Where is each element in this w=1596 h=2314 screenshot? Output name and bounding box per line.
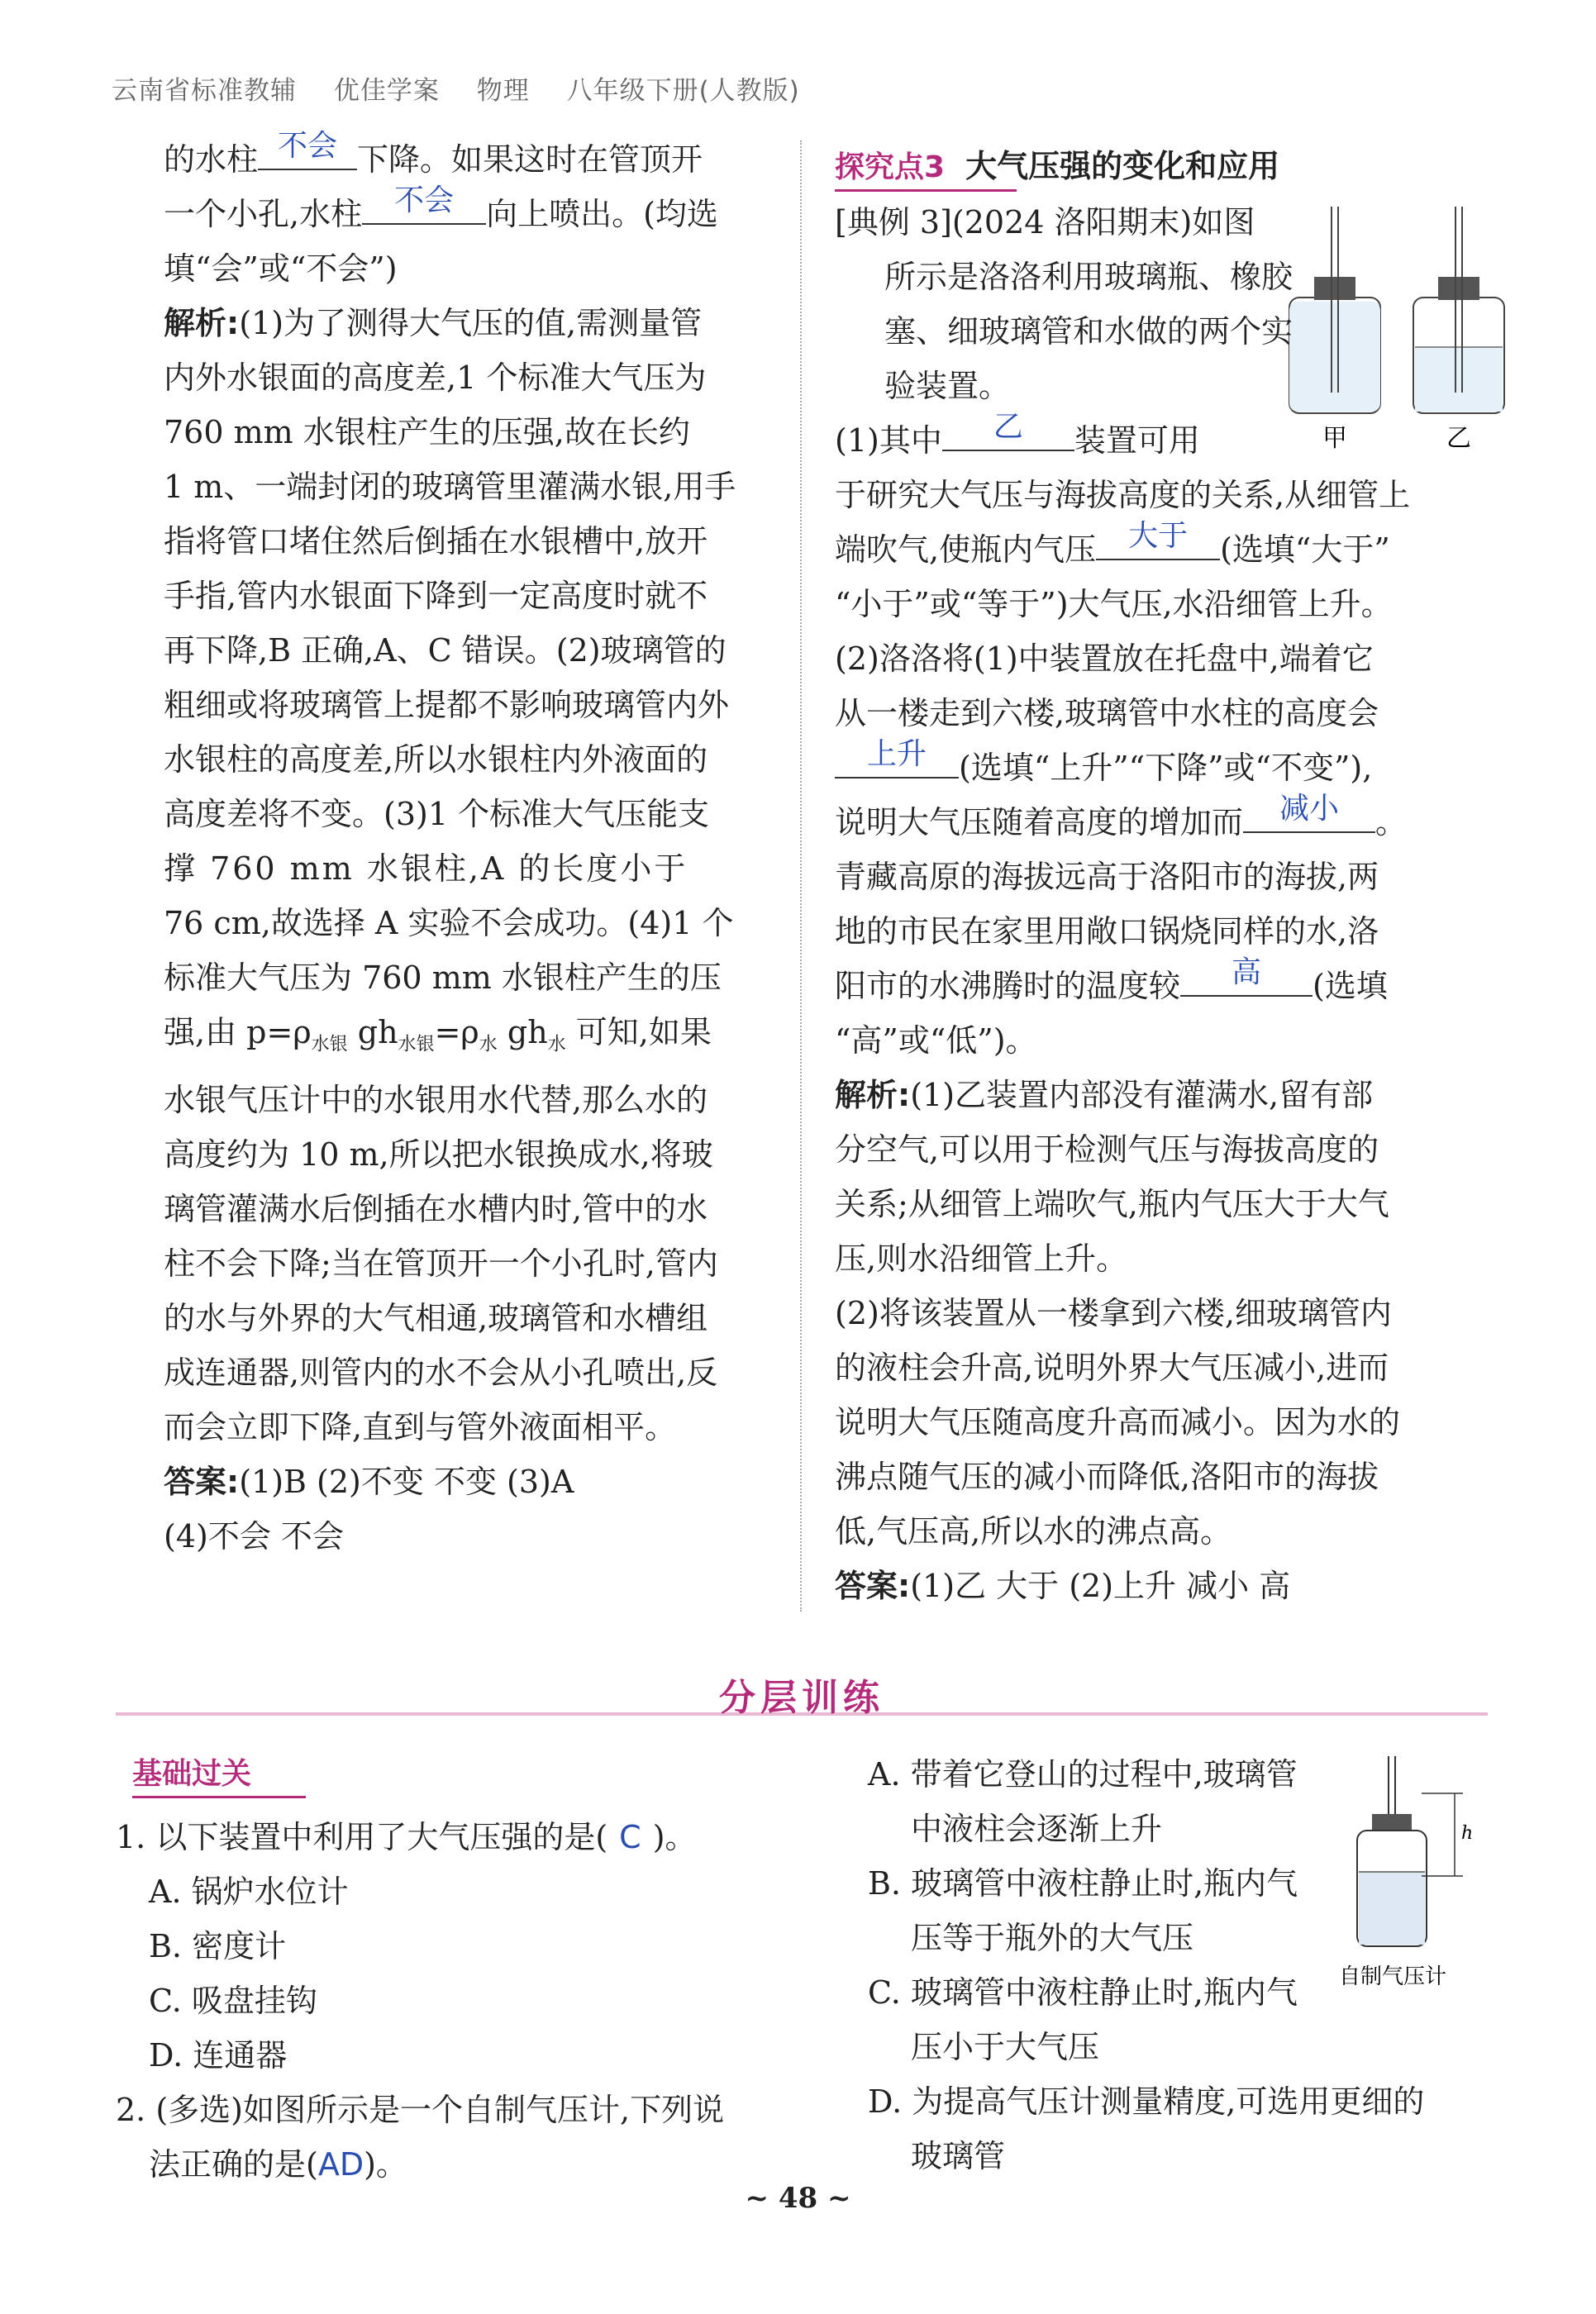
answer-blank: 不会 xyxy=(258,132,357,170)
left-line: 填“会”或“不会”) xyxy=(164,250,398,287)
analysis-line: 的液柱会升高,说明外界大气压减小,进而 xyxy=(835,1350,1389,1386)
option: C. 玻璃管中液柱静止时,瓶内气 xyxy=(868,1974,1298,2011)
barometer-figure xyxy=(1339,1752,1488,2000)
analysis-line: 解析:(1)乙装置内部没有灌满水,留有部 xyxy=(835,1077,1374,1113)
example-line: 阳市的水沸腾时的温度较 高 (选填 xyxy=(835,955,1388,1004)
option: A. 带着它登山的过程中,玻璃管 xyxy=(868,1756,1298,1793)
example-line: 端吹气,使瓶内气压 大于 (选填“大于” xyxy=(835,519,1390,568)
option: D. 为提高气压计测量精度,可选用更细的 xyxy=(868,2083,1425,2120)
analysis-line: 的水与外界的大气相通,玻璃管和水槽组 xyxy=(164,1299,708,1336)
analysis-line: 标准大气压为 760 mm 水银柱产生的压 xyxy=(164,959,722,996)
analysis-line: 低,气压高,所以水的沸点高。 xyxy=(835,1513,1232,1550)
example-line: 说明大气压随着高度的增加而 减小 。 xyxy=(835,792,1408,840)
analysis-line: 760 mm 水银柱产生的压强,故在长约 xyxy=(164,414,690,450)
example-line: 于研究大气压与海拔高度的关系,从细管上 xyxy=(835,477,1411,513)
height-label: h xyxy=(1461,1823,1474,1844)
answer-blank: 大于 xyxy=(1096,522,1220,560)
option: 中液柱会逐渐上升 xyxy=(911,1811,1163,1847)
option: D. 连通器 xyxy=(149,2037,288,2074)
header-grade: 八年级下册(人教版) xyxy=(566,76,800,106)
page-header xyxy=(112,69,828,107)
example-line: 所示是洛洛利用玻璃瓶、橡胶 xyxy=(884,259,1293,295)
analysis-line: 手指,管内水银面下降到一定高度时就不 xyxy=(164,578,708,614)
example-line: 地的市民在家里用敞口锅烧同样的水,洛 xyxy=(835,913,1379,950)
explore-title: 大气压强的变化和应用 xyxy=(965,148,1280,184)
basic-tag-wrap xyxy=(132,1750,306,1798)
analysis-line: (2)将该装置从一楼拿到六楼,细玻璃管内 xyxy=(835,1295,1392,1331)
column-divider xyxy=(800,140,802,1612)
option: 压小于大气压 xyxy=(911,2029,1100,2065)
analysis-line: 成连通器,则管内的水不会从小孔喷出,反 xyxy=(164,1354,718,1391)
analysis-line: 76 cm,故选择 A 实验不会成功。(4)1 个 xyxy=(164,905,734,941)
page-number: ~ 48 ~ xyxy=(745,2182,851,2215)
option: 玻璃管 xyxy=(911,2138,1006,2174)
example-line: 塞、细玻璃管和水做的两个实 xyxy=(884,313,1293,350)
analysis-line: 1 m、一端封闭的玻璃管里灌满水银,用手 xyxy=(164,469,736,505)
analysis-line: 撑 760 mm 水银柱,A 的长度小于 xyxy=(164,850,688,887)
answer-blank: 高 xyxy=(1180,959,1313,997)
analysis-line: 说明大气压随高度升高而减小。因为水的 xyxy=(835,1404,1401,1440)
option: C. 吸盘挂钩 xyxy=(149,1983,317,2019)
option: A. 锅炉水位计 xyxy=(149,1874,349,1910)
right-column xyxy=(835,195,1488,1613)
example-line: (2)洛洛将(1)中装置放在托盘中,端着它 xyxy=(835,640,1374,677)
header-subject: 物理 xyxy=(476,76,530,106)
section-title: 分层训练 xyxy=(719,1677,884,1719)
answer-blank: 不会 xyxy=(362,187,486,225)
option: B. 密度计 xyxy=(149,1928,287,1964)
left-line: 一个小孔,水柱 不会 向上喷出。(均选 xyxy=(164,183,718,232)
answer-line: 答案:(1)B (2)不变 不变 (3)A xyxy=(164,1463,574,1500)
example-line: 从一楼走到六楼,玻璃管中水柱的高度会 xyxy=(835,695,1379,731)
analysis-line: 再下降,B 正确,A、C 错误。(2)玻璃管的 xyxy=(164,632,727,669)
analysis-line: 高度差将不变。(3)1 个标准大气压能支 xyxy=(164,796,710,832)
header-series: 云南省标准教辅 xyxy=(112,76,297,106)
figure-caption: 自制气压计 xyxy=(1339,1964,1447,1989)
example-line: “高”或“低”)。 xyxy=(835,1022,1037,1059)
example-line: 青藏高原的海拔远高于洛阳市的海拔,两 xyxy=(835,859,1379,895)
example-line: (1)其中 乙 装置可用 xyxy=(835,410,1200,459)
answer-blank: 乙 xyxy=(942,413,1074,451)
analysis-line: 沸点随气压的减小而降低,洛阳市的海拔 xyxy=(835,1459,1379,1495)
option: B. 玻璃管中液柱静止时,瓶内气 xyxy=(868,1865,1298,1902)
basic-tag: 基础过关 xyxy=(132,1757,252,1791)
analysis-line: 水银柱的高度差,所以水银柱内外液面的 xyxy=(164,741,708,778)
analysis-line: 粗细或将玻璃管上提都不影响玻璃管内外 xyxy=(164,687,730,723)
label-yi: 乙 xyxy=(1446,424,1471,453)
analysis-line: 解析:(1)为了测得大气压的值,需测量管 xyxy=(164,305,703,341)
question-2: 法正确的是(AD)。 xyxy=(149,2146,407,2183)
answer-blank: 减小 xyxy=(1243,795,1375,833)
formula-line: 强,由 $p=\rho_{水银}$ $gh_{水银}=\rho_水$ $gh_水$ 可知,如果 xyxy=(164,1014,712,1055)
analysis-line: 璃管灌满水后倒插在水槽内时,管中的水 xyxy=(164,1190,708,1227)
left-line: 的水柱 不会 下降。如果这时在管顶开 xyxy=(164,129,703,178)
analysis-line: 柱不会下降;当在管顶开一个小孔时,管内 xyxy=(164,1245,718,1282)
analysis-line: 分空气,可以用于检测气压与海拔高度的 xyxy=(835,1131,1379,1168)
label-jia: 甲 xyxy=(1322,424,1347,453)
left-column xyxy=(164,129,767,1564)
analysis-line: 关系;从细管上端吹气,瓶内气压大于大气 xyxy=(835,1186,1389,1222)
question-2: 2. (多选)如图所示是一个自制气压计,下列说 xyxy=(116,2092,725,2128)
example-line: [典例 3](2024 洛阳期末)如图 xyxy=(835,204,1255,240)
analysis-line: 指将管口堵住然后倒插在水银槽中,放开 xyxy=(164,523,708,559)
answer-blank: 上升 xyxy=(835,740,959,778)
option: 压等于瓶外的大气压 xyxy=(911,1920,1194,1956)
bottom-left xyxy=(116,1810,777,2192)
analysis-line: 水银气压计中的水银用水代替,那么水的 xyxy=(164,1081,708,1118)
answer-line: 答案:(1)乙 大于 (2)上升 减小 高 xyxy=(835,1568,1291,1604)
example-line: “小于”或“等于”)大气压,水沿细管上升。 xyxy=(835,586,1393,622)
explore-tag: 探究点3 xyxy=(835,150,946,184)
explore-heading xyxy=(835,140,1279,192)
analysis-line: 而会立即下降,直到与管外液面相平。 xyxy=(164,1408,677,1445)
question-1: 1. 以下装置中利用了大气压强的是( C )。 xyxy=(116,1819,697,1855)
analysis-line: 内外水银面的高度差,1 个标准大气压为 xyxy=(164,359,707,396)
analysis-line: 高度约为 10 m,所以把水银换成水,将玻 xyxy=(164,1136,713,1173)
example-line: 上升 (选填“上升”“下降”或“不变”), xyxy=(835,740,1488,795)
example-line: 验装置。 xyxy=(884,368,1011,404)
answer-line: (4)不会 不会 xyxy=(164,1517,344,1555)
analysis-line: 压,则水沿细管上升。 xyxy=(835,1240,1128,1277)
header-brand: 优佳学案 xyxy=(333,76,440,106)
